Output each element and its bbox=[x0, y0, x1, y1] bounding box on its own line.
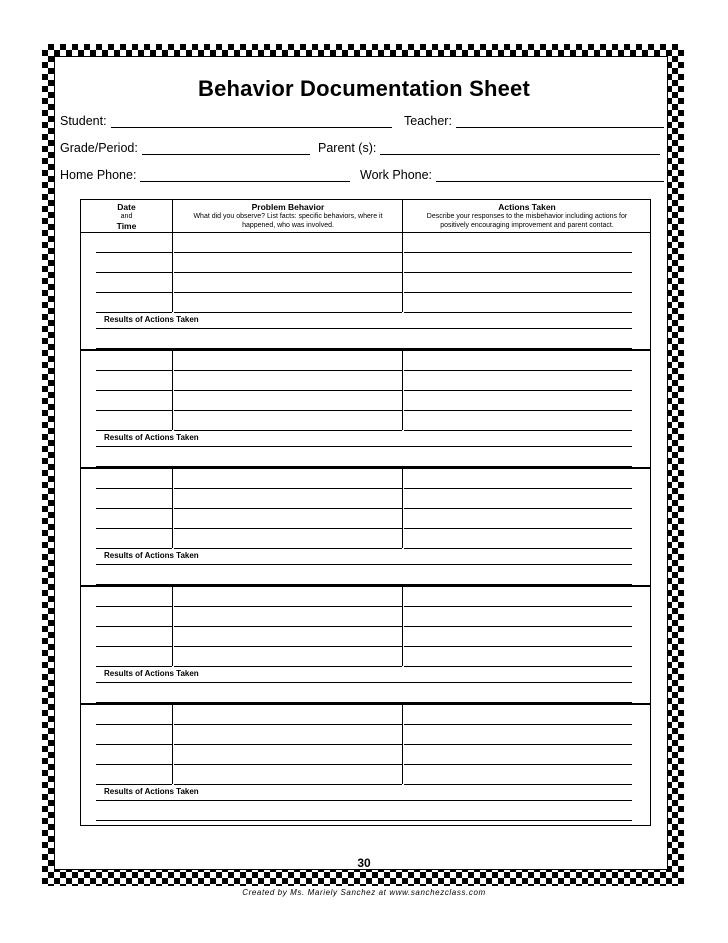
entry-line[interactable] bbox=[96, 370, 172, 371]
entry-line[interactable] bbox=[96, 410, 172, 411]
teacher-label: Teacher: bbox=[404, 114, 452, 128]
entry-line[interactable] bbox=[174, 410, 402, 411]
entry-line[interactable] bbox=[174, 764, 402, 765]
column-divider bbox=[402, 468, 403, 548]
entry-line[interactable] bbox=[404, 292, 632, 293]
entry-line[interactable] bbox=[96, 548, 172, 549]
work-phone-line[interactable] bbox=[436, 169, 664, 182]
entry-line[interactable] bbox=[174, 488, 402, 489]
results-line[interactable] bbox=[96, 564, 632, 565]
entry-line[interactable] bbox=[404, 272, 632, 273]
results-line[interactable] bbox=[96, 820, 632, 821]
entry-line[interactable] bbox=[404, 252, 632, 253]
results-of-actions-label: Results of Actions Taken bbox=[104, 551, 199, 560]
entry-line[interactable] bbox=[174, 784, 402, 785]
entry-line[interactable] bbox=[174, 430, 402, 431]
grade-period-label: Grade/Period: bbox=[60, 141, 138, 155]
entry-line[interactable] bbox=[404, 666, 632, 667]
entry-line[interactable] bbox=[96, 488, 172, 489]
grade-period-line[interactable] bbox=[142, 142, 310, 155]
results-line[interactable] bbox=[96, 446, 632, 447]
column-divider bbox=[172, 704, 173, 784]
entry-line[interactable] bbox=[96, 646, 172, 647]
page-title: Behavior Documentation Sheet bbox=[198, 76, 530, 101]
home-phone-line[interactable] bbox=[140, 169, 350, 182]
entry-line[interactable] bbox=[174, 724, 402, 725]
problem-behavior-title: Problem Behavior bbox=[251, 202, 325, 212]
entry-line[interactable] bbox=[96, 626, 172, 627]
table-header bbox=[81, 200, 650, 233]
entry-line[interactable] bbox=[404, 370, 632, 371]
entry-line[interactable] bbox=[174, 252, 402, 253]
results-of-actions-label: Results of Actions Taken bbox=[104, 787, 199, 796]
entry-line[interactable] bbox=[404, 626, 632, 627]
entry-line[interactable] bbox=[174, 744, 402, 745]
student-line[interactable] bbox=[111, 115, 392, 128]
entry-line[interactable] bbox=[174, 370, 402, 371]
column-divider bbox=[402, 704, 403, 784]
results-of-actions-label: Results of Actions Taken bbox=[104, 433, 199, 442]
home-phone-label: Home Phone: bbox=[60, 168, 137, 182]
entry-line[interactable] bbox=[174, 548, 402, 549]
entry-line[interactable] bbox=[404, 646, 632, 647]
entry-line[interactable] bbox=[404, 764, 632, 765]
entry-line[interactable] bbox=[96, 252, 172, 253]
page-number: 30 bbox=[357, 856, 371, 870]
entry-block bbox=[81, 232, 650, 350]
work-phone-label: Work Phone: bbox=[360, 168, 433, 182]
entry-line[interactable] bbox=[404, 430, 632, 431]
entry-line[interactable] bbox=[404, 724, 632, 725]
entry-line[interactable] bbox=[404, 606, 632, 607]
grade-period-field[interactable] bbox=[60, 141, 310, 155]
entry-block bbox=[81, 350, 650, 468]
actions-taken-desc: Describe your responses to the misbehavior including actions for positively encouraging improvement and parent contact. bbox=[426, 213, 628, 229]
entry-line[interactable] bbox=[404, 784, 632, 785]
header-divider-2 bbox=[402, 200, 403, 232]
entry-line[interactable] bbox=[404, 528, 632, 529]
entry-line[interactable] bbox=[96, 390, 172, 391]
entry-line[interactable] bbox=[96, 528, 172, 529]
entry-line[interactable] bbox=[404, 548, 632, 549]
problem-behavior-desc: What did you observe? List facts: specific behaviors, where it happened, who was involved. bbox=[193, 213, 383, 229]
results-line[interactable] bbox=[96, 328, 632, 329]
behavior-table bbox=[80, 199, 651, 826]
entry-block bbox=[81, 468, 650, 586]
home-phone-field[interactable] bbox=[60, 168, 350, 182]
entry-line[interactable] bbox=[404, 508, 632, 509]
entry-line[interactable] bbox=[174, 528, 402, 529]
header-divider-1 bbox=[172, 200, 173, 232]
field-row-grade bbox=[60, 141, 666, 161]
results-of-actions-label: Results of Actions Taken bbox=[104, 315, 199, 324]
results-of-actions-label: Results of Actions Taken bbox=[104, 669, 199, 678]
date-header-text: Date bbox=[117, 202, 136, 212]
teacher-line[interactable] bbox=[456, 115, 664, 128]
entry-line[interactable] bbox=[96, 312, 172, 313]
entry-line[interactable] bbox=[174, 646, 402, 647]
entry-line[interactable] bbox=[404, 488, 632, 489]
entry-line[interactable] bbox=[96, 744, 172, 745]
entry-line[interactable] bbox=[96, 666, 172, 667]
entry-line[interactable] bbox=[174, 666, 402, 667]
parents-line[interactable] bbox=[380, 142, 660, 155]
entry-line[interactable] bbox=[174, 292, 402, 293]
entry-line[interactable] bbox=[96, 606, 172, 607]
student-label: Student: bbox=[60, 114, 107, 128]
entry-line[interactable] bbox=[96, 764, 172, 765]
problem-behavior-header bbox=[174, 200, 402, 234]
actions-taken-header bbox=[404, 200, 650, 234]
column-divider bbox=[172, 468, 173, 548]
parents-label: Parent (s): bbox=[318, 141, 377, 155]
entry-line[interactable] bbox=[174, 272, 402, 273]
field-row-student bbox=[60, 114, 666, 134]
field-row-phone bbox=[60, 168, 666, 188]
time-header-text: Time bbox=[116, 221, 137, 231]
column-divider bbox=[402, 586, 403, 666]
entry-block bbox=[81, 704, 650, 822]
entry-line[interactable] bbox=[404, 744, 632, 745]
entry-line[interactable] bbox=[404, 410, 632, 411]
column-divider bbox=[172, 586, 173, 666]
column-divider bbox=[402, 232, 403, 312]
entry-line[interactable] bbox=[174, 606, 402, 607]
results-line[interactable] bbox=[96, 800, 632, 801]
teacher-field[interactable] bbox=[404, 114, 664, 128]
entry-line[interactable] bbox=[96, 272, 172, 273]
entry-block bbox=[81, 586, 650, 704]
entry-line[interactable] bbox=[174, 626, 402, 627]
date-time-header bbox=[81, 200, 172, 234]
column-divider bbox=[172, 232, 173, 312]
entry-line[interactable] bbox=[96, 430, 172, 431]
credit-line: Created by Ms. Mariely Sanchez at www.sanchezclass.com bbox=[242, 888, 486, 897]
entry-line[interactable] bbox=[174, 508, 402, 509]
actions-taken-title: Actions Taken bbox=[498, 202, 556, 212]
entry-line[interactable] bbox=[96, 784, 172, 785]
entry-line[interactable] bbox=[404, 312, 632, 313]
entry-line[interactable] bbox=[174, 312, 402, 313]
entry-line[interactable] bbox=[96, 724, 172, 725]
entry-line[interactable] bbox=[96, 508, 172, 509]
entry-line[interactable] bbox=[404, 390, 632, 391]
column-divider bbox=[402, 350, 403, 430]
and-header-text: and bbox=[120, 213, 133, 220]
column-divider bbox=[172, 350, 173, 430]
entry-line[interactable] bbox=[96, 292, 172, 293]
work-phone-field[interactable] bbox=[360, 168, 664, 182]
student-field[interactable] bbox=[60, 114, 392, 128]
results-line[interactable] bbox=[96, 682, 632, 683]
entry-line[interactable] bbox=[174, 390, 402, 391]
parents-field[interactable] bbox=[318, 141, 660, 155]
